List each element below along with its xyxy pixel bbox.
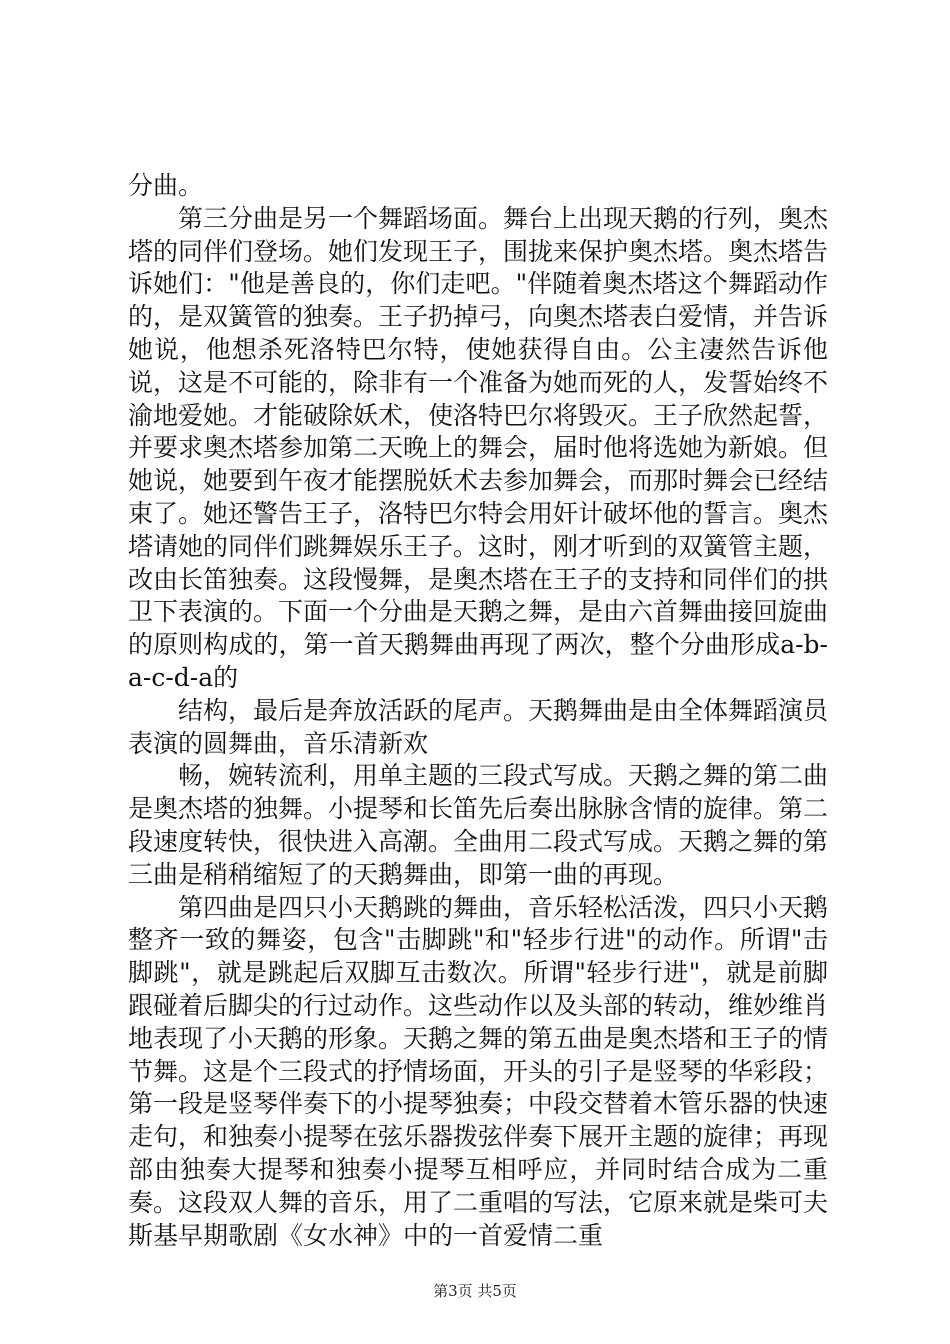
- paragraph-5: 第四曲是四只小天鹅跳的舞曲，音乐轻松活泼，四只小天鹅整齐一致的舞姿，包含"击脚跳"和"轻步行进"的动作。所谓"击脚跳"，就是跳起后双脚互击数次。所谓"轻步行进"，就是前脚跟碰着后脚尖的行过动作。这些动作以及头部的转动，维妙维肖地表现了小天鹅的形象。天鹅之舞的第五曲是奥杰塔和王子的情节舞。这是个三段式的抒情场面，开头的引子是竖琴的华彩段；第一段是竖琴伴奏下的小提琴独奏；中段交替着木管乐器的快速走句，和独奏小提琴在弦乐器拨弦伴奏下展开主题的旋律；再现部由独奏大提琴和独奏小提琴互相呼应，并同时结合成为二重奏。这段双人舞的音乐，用了二重唱的写法，它原来就是柴可夫斯基早期歌剧《女水神》中的一首爱情二重: [128, 892, 829, 1250]
- page-footer: 第3页 共5页: [433, 1282, 517, 1300]
- paragraph-4: 畅，婉转流利，用单主题的三段式写成。天鹅之舞的第二曲是奥杰塔的独舞。小提琴和长笛先后奏出脉脉含情的旋律。第二段速度转快，很快进入高潮。全曲用二段式写成。天鹅之舞的第三曲是稍稍缩短了的天鹅舞曲，即第一曲的再现。: [128, 761, 829, 889]
- paragraph-1: 分曲。: [128, 171, 204, 200]
- paragraph-2: 第三分曲是另一个舞蹈场面。舞台上出现天鹅的行列，奥杰塔的同伴们登场。她们发现王子，围拢来保护奥杰塔。奥杰塔告诉她们："他是善良的，你们走吧。"伴随着奥杰塔这个舞蹈动作的，是双簧管的独奏。王子扔掉弓，向奥杰塔表白爱情，并告诉她说，他想杀死洛特巴尔特，使她获得自由。公主凄然告诉他说，这是不可能的，除非有一个准备为她而死的人，发誓始终不渝地爱她。才能破除妖术，使洛特巴尔将毁灭。王子欣然起誓，并要求奥杰塔参加第二天晚上的舞会，届时他将选她为新娘。但她说，她要到午夜才能摆脱妖术去参加舞会，而那时舞会已经结束了。她还警告王子，洛特巴尔特会用奸计破坏他的誓言。奥杰塔请她的同伴们跳舞娱乐王子。这时，刚才听到的双簧管主题，改由长笛独奏。这段慢舞，是奥杰塔在王子的支持和同伴们的拱卫下表演的。下面一个分曲是天鹅之舞，是由六首舞曲接回旋曲的原则构成的，第一首天鹅舞曲再现了两次，整个分曲形成a-b-a-c-d-a的: [128, 203, 829, 692]
- body-text: [128, 170, 828, 1252]
- paragraph-3: 结构，最后是奔放活跃的尾声。天鹅舞曲是由全体舞蹈演员表演的圆舞曲，音乐清新欢: [128, 695, 829, 758]
